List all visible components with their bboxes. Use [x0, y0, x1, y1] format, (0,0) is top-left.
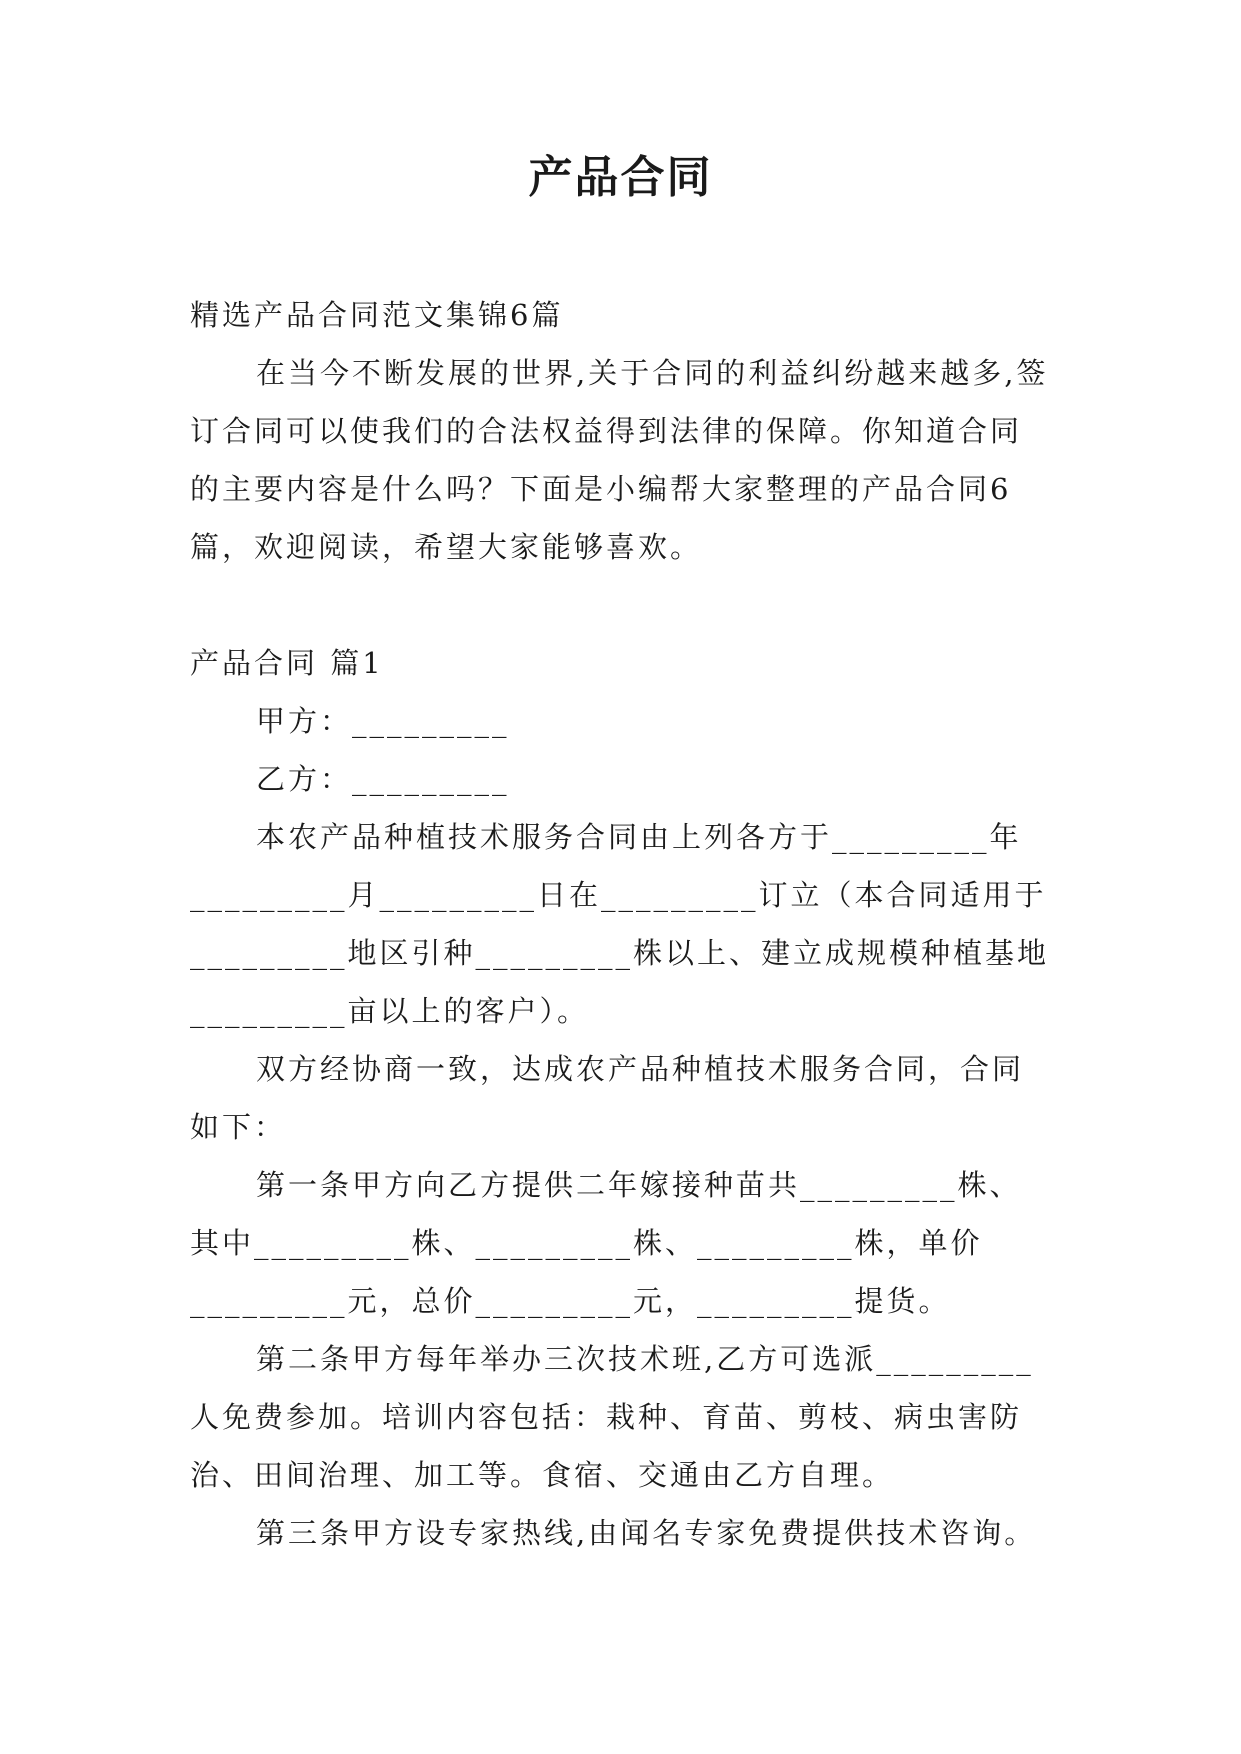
article-1-paragraph: 第一条甲方向乙方提供二年嫁接种苗共_________株、其中_________株、_________株、_________株，单价_________元，总价_________元，_________提货。: [190, 1168, 1022, 1318]
intro-paragraph: 在当今不断发展的世界,关于合同的利益纠纷越来越多,签订合同可以使我们的合法权益得到法律的保障。你知道合同的主要内容是什么吗？下面是小编帮大家整理的产品合同6篇，欢迎阅读，希望大家能够喜欢。: [190, 356, 1049, 564]
section-heading: 产品合同 篇1: [190, 646, 384, 680]
party-b-line: 乙方：_________: [256, 762, 510, 796]
document-subtitle: 精选产品合同范文集锦6篇: [190, 298, 564, 332]
contract-preamble-paragraph: 本农产品种植技术服务合同由上列各方于_________年_________月_________日在_________订立（本合同适用于_________地区引种_________株以上、建立成规模种植基地_________亩以上的客户）。: [190, 820, 1050, 1028]
document-title: 产品合同: [528, 152, 713, 203]
article-2-paragraph: 第二条甲方每年举办三次技术班,乙方可选派_________人免费参加。培训内容包括：栽种、育苗、剪枝、病虫害防治、田间治理、加工等。食宿、交通由乙方自理。: [190, 1342, 1034, 1492]
agreement-paragraph: 双方经协商一致，达成农产品种植技术服务合同，合同如下：: [190, 1052, 1025, 1144]
section-spacer: [190, 576, 1052, 634]
party-a-line: 甲方：_________: [256, 704, 510, 738]
document-body: [190, 286, 1052, 1562]
article-3-paragraph: 第三条甲方设专家热线,由闻名专家免费提供技术咨询。: [256, 1516, 1037, 1550]
